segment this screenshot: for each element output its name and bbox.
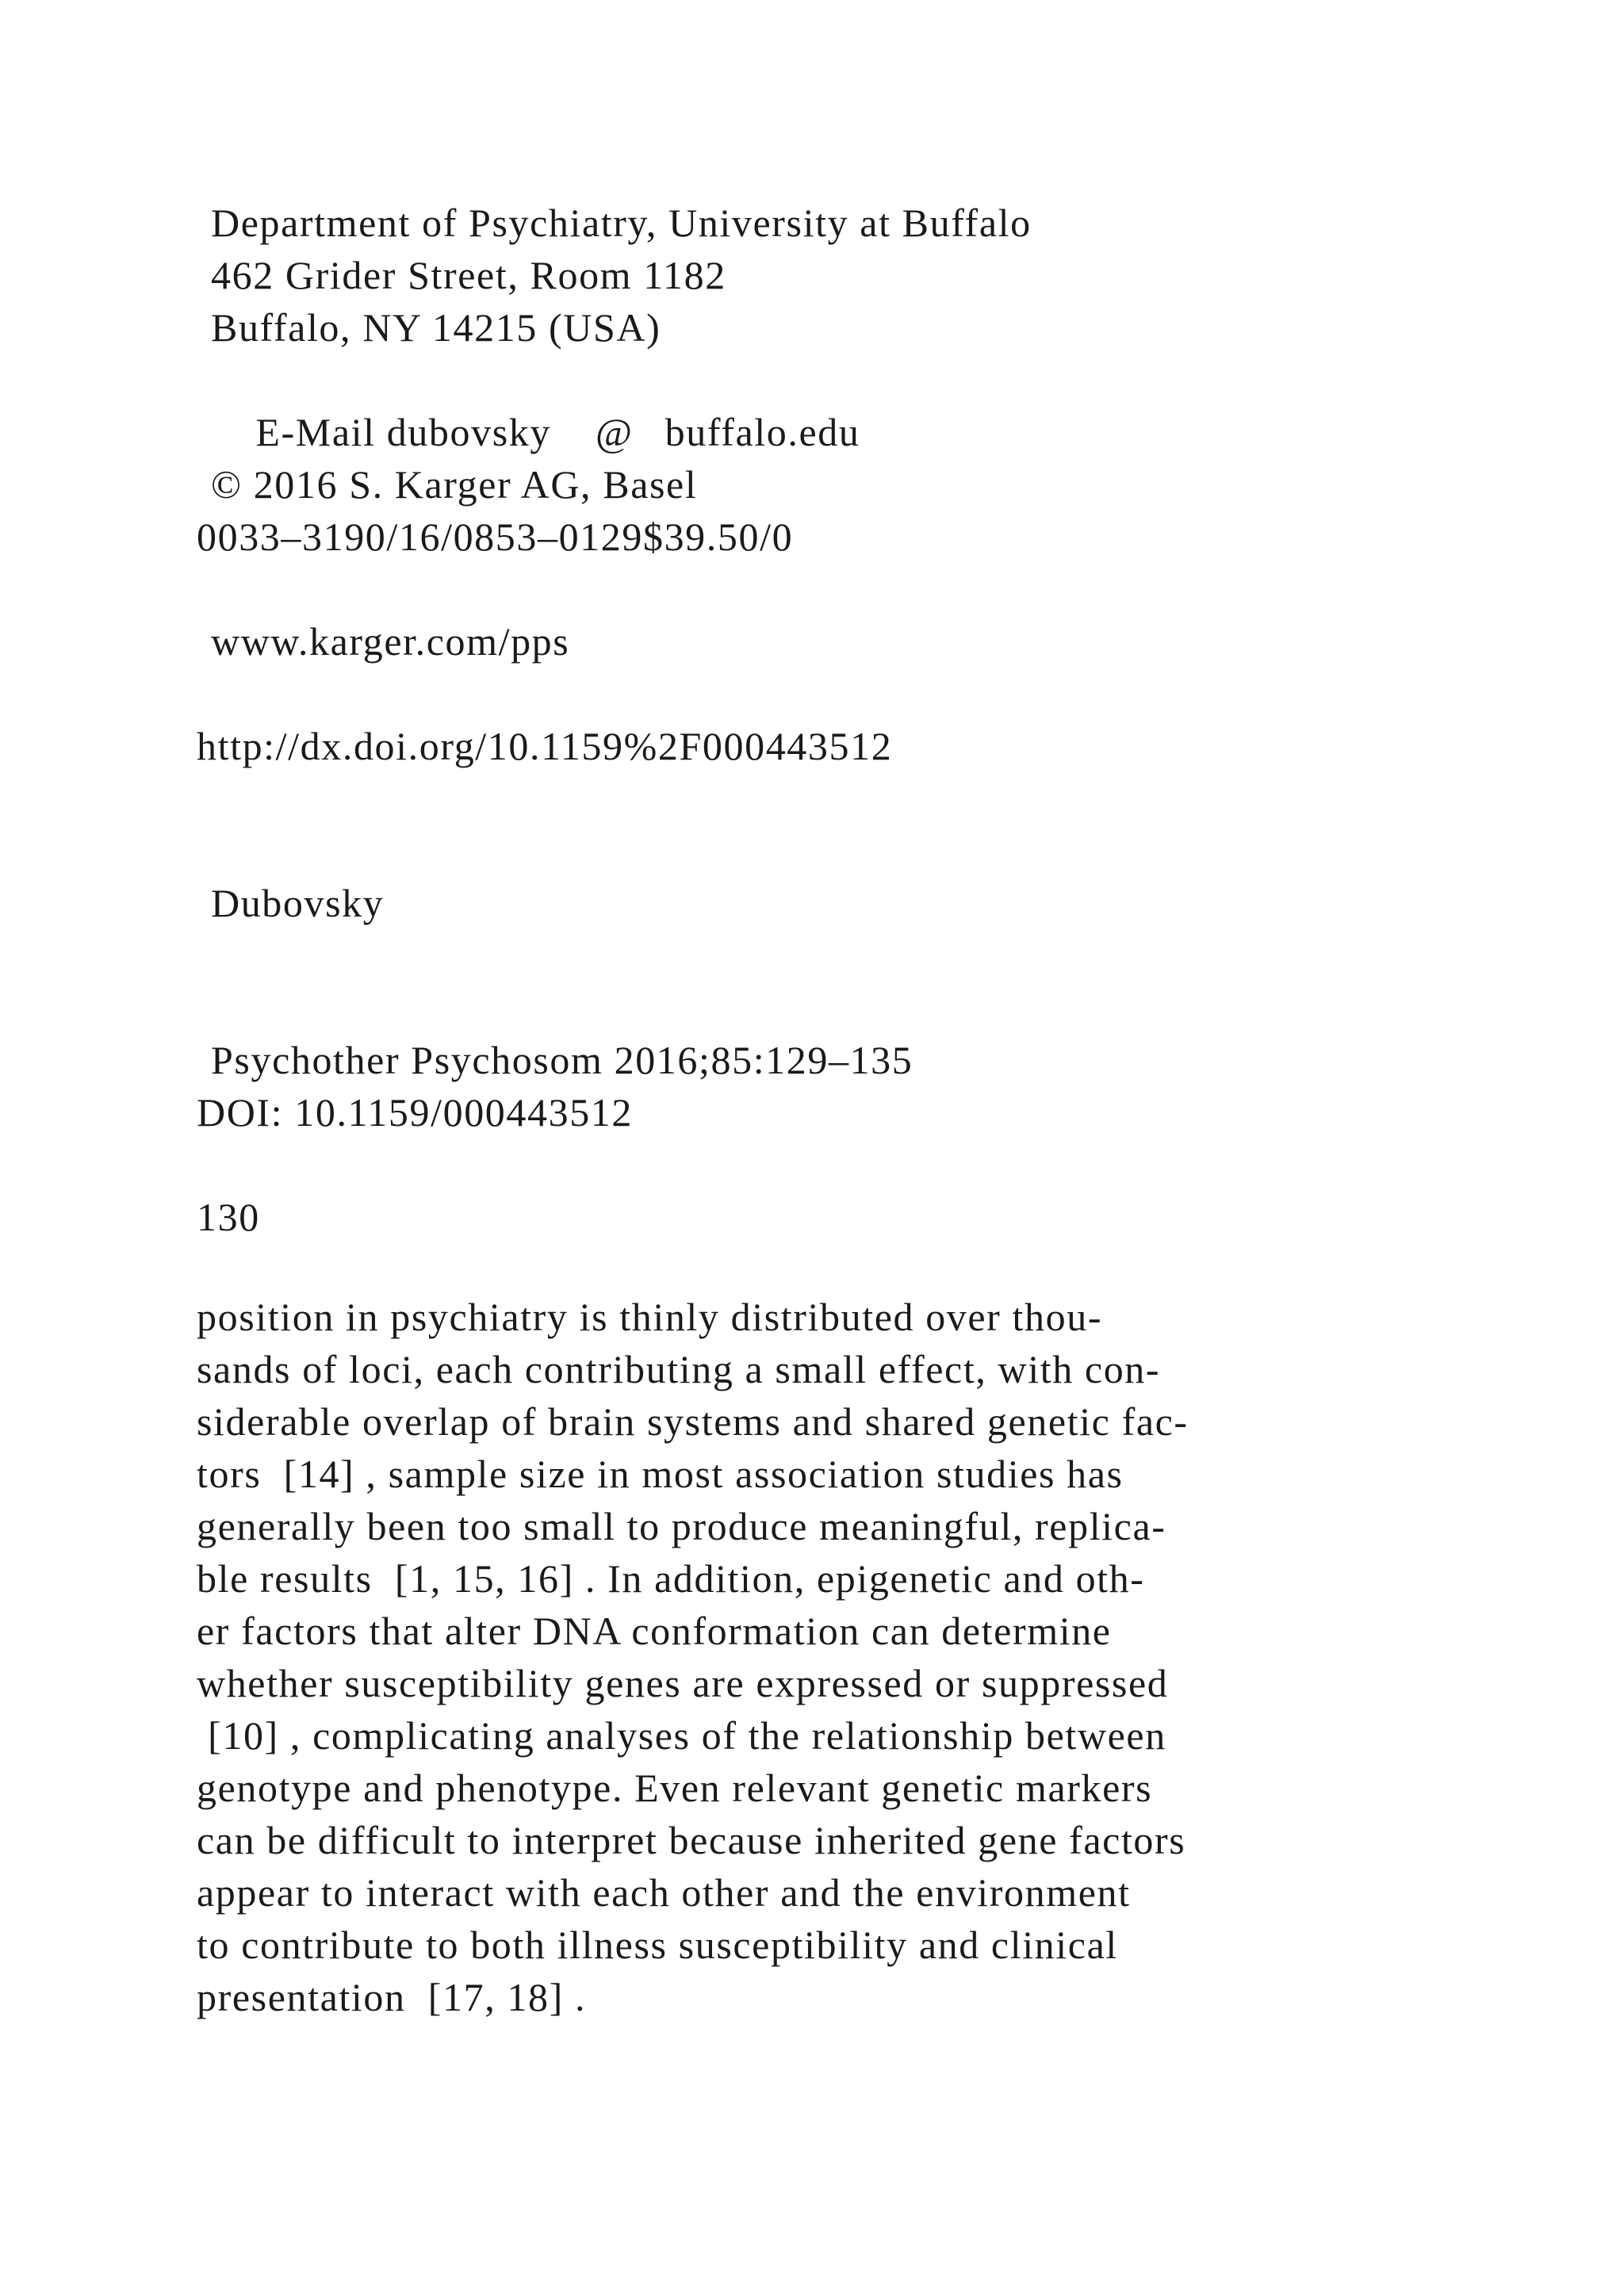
body-line: [10] , complicating analyses of the relationship between (197, 1713, 1166, 1758)
affiliation-department: Department of Psychiatry, University at Buffalo (211, 201, 1032, 245)
journal-website: www.karger.com/pps (211, 619, 570, 664)
body-line: ble results [1, 15, 16] . In addition, epigenetic and oth- (197, 1556, 1145, 1601)
body-line: can be difficult to interpret because inherited gene factors (197, 1818, 1186, 1862)
email-label: E-Mail dubovsky (255, 410, 551, 454)
page-number: 130 (197, 1195, 260, 1239)
body-line: er factors that alter DNA conformation can determine (197, 1609, 1112, 1653)
affiliation-street: 462 Grider Street, Room 1182 (211, 253, 726, 297)
body-line: siderable overlap of brain systems and shared genetic fac- (197, 1399, 1189, 1444)
body-line: whether susceptibility genes are expressed or suppressed (197, 1661, 1169, 1705)
doi-url: http://dx.doi.org/10.1159%2F000443512 (197, 724, 893, 768)
body-line: generally been too small to produce meaningful, replica- (197, 1504, 1166, 1548)
body-line: presentation [17, 18] . (197, 1975, 587, 2019)
body-line: position in psychiatry is thinly distributed over thou- (197, 1295, 1103, 1339)
running-head-doi: DOI: 10.1159/000443512 (197, 1090, 633, 1135)
body-paragraph (197, 1291, 1561, 2023)
copyright-code: 0033–3190/16/0853–0129$39.50/0 (197, 515, 794, 559)
affiliation-city: Buffalo, NY 14215 (USA) (211, 305, 661, 350)
body-line: appear to interact with each other and the environment (197, 1870, 1131, 1915)
body-line: sands of loci, each contributing a small effect, with con- (197, 1347, 1161, 1391)
running-head-citation: Psychother Psychosom 2016;85:129–135 (211, 1038, 914, 1082)
body-line: tors [14] , sample size in most association studies has (197, 1452, 1124, 1496)
body-line: to contribute to both illness susceptibility and clinical (197, 1923, 1118, 1967)
copyright-notice: © 2016 S. Karger AG, Basel (211, 462, 698, 507)
email-at-sign: @ (596, 410, 634, 454)
body-line: genotype and phenotype. Even relevant genetic markers (197, 1766, 1153, 1810)
email-domain: buffalo.edu (665, 410, 860, 454)
running-head-author: Dubovsky (211, 881, 385, 925)
